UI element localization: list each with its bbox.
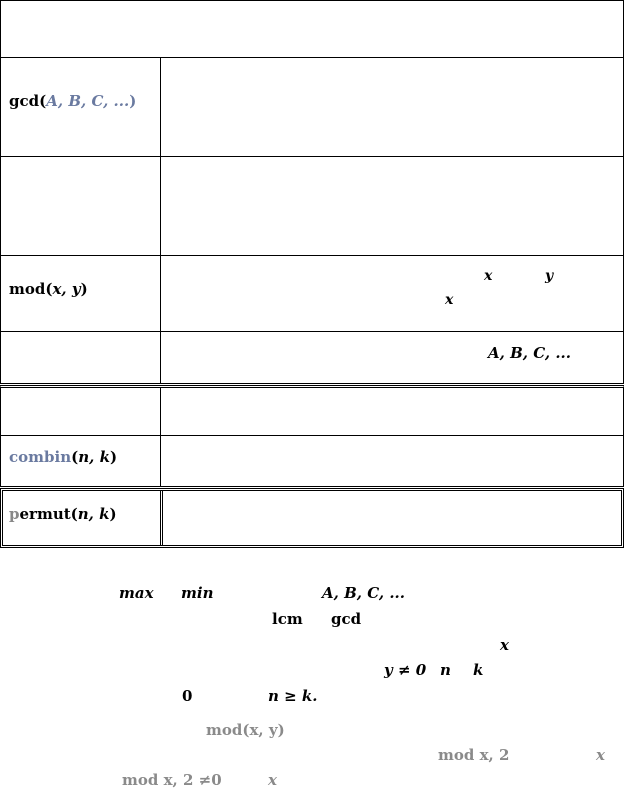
table-header-row [0,0,624,58]
function-name: mod(x, y) [9,280,88,298]
function-cell [1,388,161,435]
function-cell [1,58,161,156]
table-row [0,255,624,332]
function-cell [1,256,161,331]
math-gcd: gcd [331,610,362,628]
table-row [0,331,624,384]
description-variable: y [545,268,554,284]
function-name: gcd(A, B, C, ...) [9,92,137,110]
function-cell [1,157,161,255]
description-variable: A, B, C, ... [488,344,571,362]
math-mod-x-2: mod x, 2 [438,746,510,764]
description-variable: x [484,268,493,284]
math-min: min [181,584,214,602]
math-n: n [440,661,451,679]
function-cell [1,332,161,383]
math-args: A, B, C, ... [322,584,405,602]
function-name: permut(n, k) [9,505,117,523]
math-mod-x-2-neq-0: mod x, 2 ≠0 [122,771,222,789]
math-zero: 0 [182,687,193,705]
table-row [0,156,624,256]
math-lcm: lcm [272,610,303,628]
math-max: max [119,584,154,602]
table-row [0,488,624,548]
description-variable: x [445,292,454,308]
math-mod-xy: mod(x, y) [206,721,285,739]
math-n-geq-k: n ≥ k. [268,687,318,705]
math-x: x [500,636,509,654]
table-row [0,435,624,487]
math-y-neq-0: y ≠ 0 [384,661,427,679]
table-row [0,57,624,157]
math-x: x [268,771,277,789]
function-name: combin(n, k) [9,448,118,466]
function-cell [3,491,163,545]
math-x: x [596,746,605,764]
table-row [0,385,624,436]
function-cell [1,436,161,486]
math-k: k [473,661,484,679]
